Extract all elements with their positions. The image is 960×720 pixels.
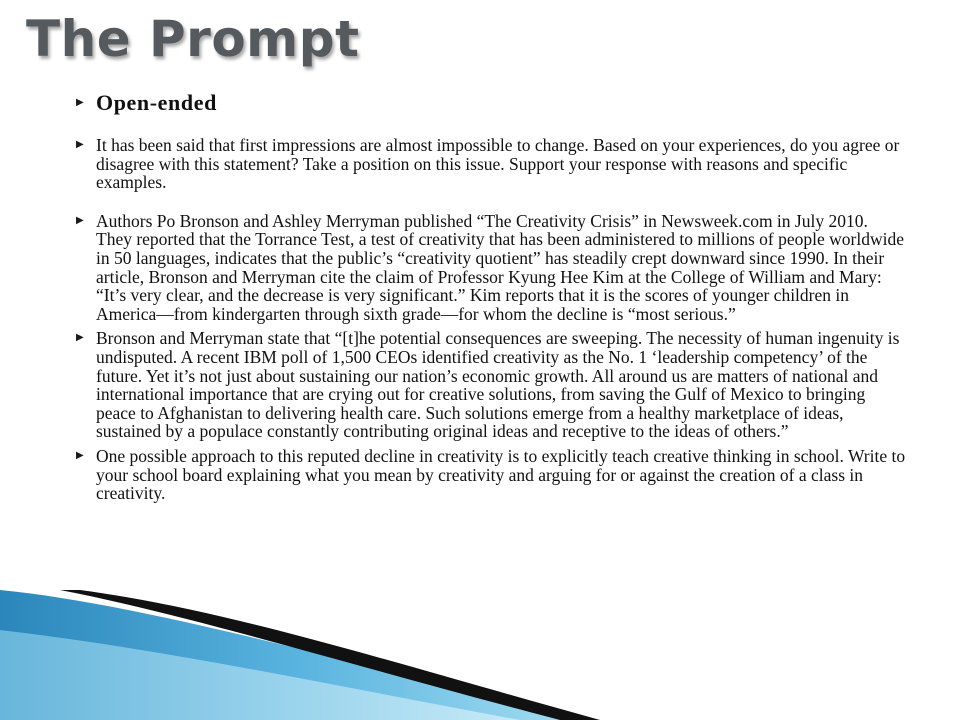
decorative-corner-swoosh: [0, 590, 600, 720]
bullet-item-school-board-prompt: [76, 447, 906, 503]
bullet-arrow-icon: ▶: [76, 449, 84, 461]
bullet-arrow-icon: ▶: [76, 139, 84, 150]
bullet-arrow-icon: ▶: [76, 97, 85, 108]
bullet-text: Authors Po Bronson and Ashley Merryman published “The Creativity Crisis” in Newsweek.com in July 2010. They reported that the Torrance Test, a test of creativity that has been administered to millions of people worldwide in 50 languages, indicates that the public’s “creativity quotient” has steadily crept downward since 1990. In their article, Bronson and Merryman cite the claim of Professor Kyung Hee Kim at the College of William and Mary: “It’s very clear, and the decrease is very significant.” Kim reports that it is the scores of younger children in America—from kindergarten through sixth grade—for whom the decline is “most serious.”: [96, 210, 904, 324]
bullet-list: [76, 88, 906, 503]
bullet-text: Bronson and Merryman state that “[t]he potential consequences are sweeping. The necessity of human ingenuity is undisputed. A recent IBM poll of 1,500 CEOs identified creativity as the No. 1 ‘leadership competency’ of the future. Yet it’s not just about sustaining our nation’s economic growth. All around us are matters of national and international importance that are crying out for creative solutions, from saving the Gulf of Mexico to bringing peace to Afghanistan to delivering health care. Such solutions emerge from a healthy marketplace of ideas, sustained by a populace constantly contributing original ideas and receptive to the ideas of others.”: [96, 328, 900, 442]
slide-title: The Prompt: [26, 10, 360, 68]
bullet-item-creativity-crisis: [76, 212, 906, 324]
bullet-text: It has been said that first impressions are almost impossible to change. Based on your experiences, do you agree or disagree with this statement? Take a position on this issue. Support your response with reasons and specific examples.: [96, 135, 900, 193]
bullet-arrow-icon: ▶: [76, 214, 84, 226]
bullet-item-heading: [76, 88, 906, 118]
bullet-text: Open-ended: [96, 90, 217, 115]
bullet-text: One possible approach to this reputed decline in creativity is to explicitly teach creative thinking in school. Write to your school board explaining what you mean by creativity and arguing for or against the creation of a class in creativity.: [96, 445, 906, 504]
bullet-item-consequences-quote: [76, 329, 906, 441]
bullet-item-prompt-first-impressions: [76, 136, 906, 192]
bullet-arrow-icon: ▶: [76, 332, 84, 344]
